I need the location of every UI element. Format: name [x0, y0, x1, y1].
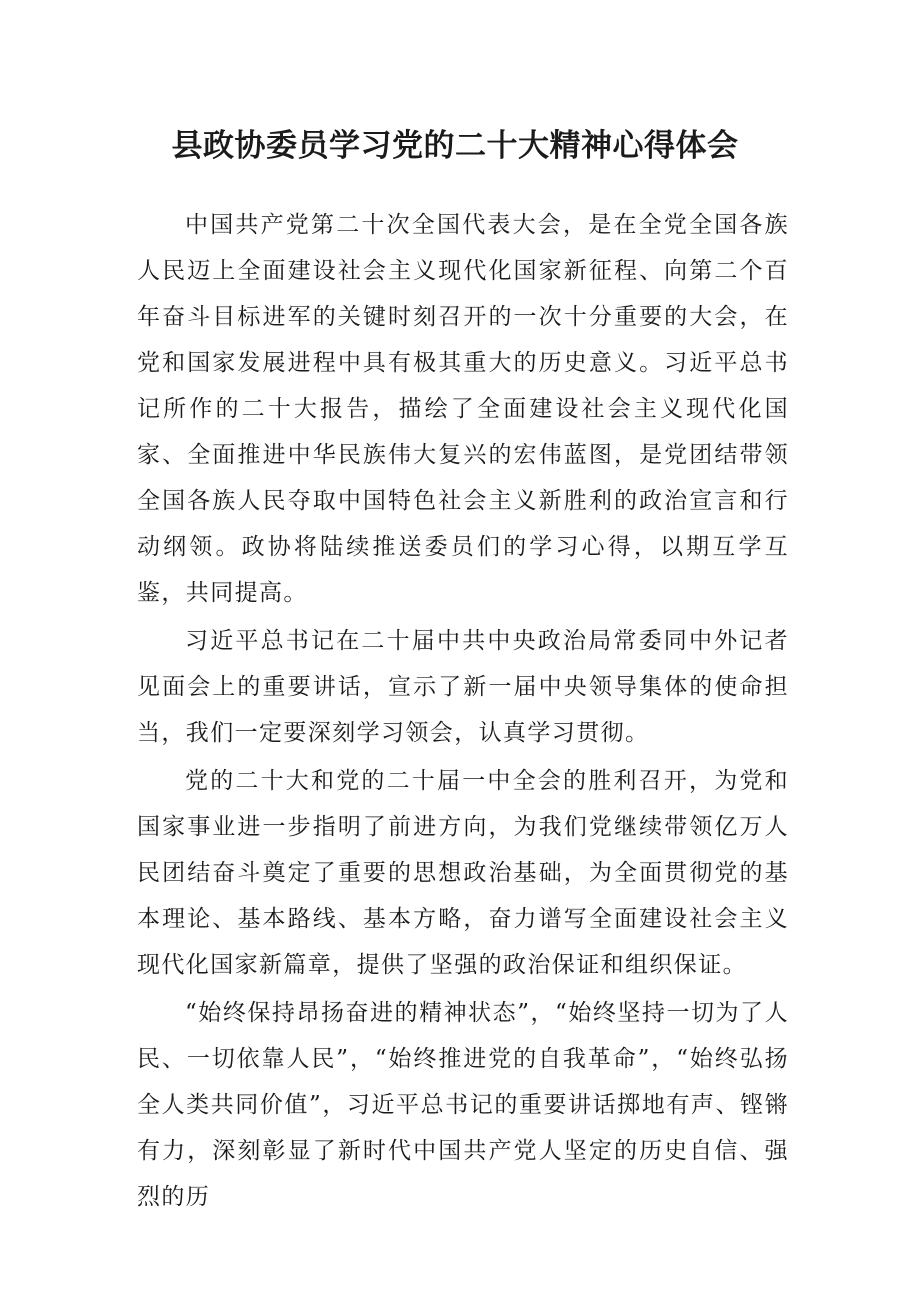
- paragraph-2: 习近平总书记在二十届中共中央政治局常委同中外记者见面会上的重要讲话，宣示了新一届中央领导集体的使命担当，我们一定要深刻学习领会，认真学习贯彻。: [137, 628, 789, 746]
- document-body: [137, 202, 789, 1222]
- paragraph-3: 党的二十大和党的二十届一中全会的胜利召开，为党和国家事业进一步指明了前进方向，为我们党继续带领亿万人民团结奋斗奠定了重要的思想政治基础，为全面贯彻党的基本理论、基本路线、基本方略，奋力谱写全面建设社会主义现代化国家新篇章，提供了坚强的政治保证和组织保证。: [137, 768, 789, 978]
- paragraph-4: “始终保持昂扬奋进的精神状态”，“始终坚持一切为了人民、一切依靠人民”，“始终推进党的自我革命”，“始终弘扬全人类共同价值”，习近平总书记的重要讲话掷地有声、铿锵有力，深刻彰显了新时代中国共产党人坚定的历史自信、强烈的历: [137, 1000, 789, 1210]
- paragraph-1: 中国共产党第二十次全国代表大会，是在全党全国各族人民迈上全面建设社会主义现代化国家新征程、向第二个百年奋斗目标进军的关键时刻召开的一次十分重要的大会，在党和国家发展进程中具有极其重大的历史意义。习近平总书记所作的二十大报告，描绘了全面建设社会主义现代化国家、全面推进中华民族伟大复兴的宏伟蓝图，是党团结带领全国各族人民夺取中国特色社会主义新胜利的政治宣言和行动纲领。政协将陆续推送委员们的学习心得，以期互学互鉴，共同提高。: [137, 212, 789, 606]
- document-title: 县政协委员学习党的二十大精神心得体会: [171, 128, 739, 164]
